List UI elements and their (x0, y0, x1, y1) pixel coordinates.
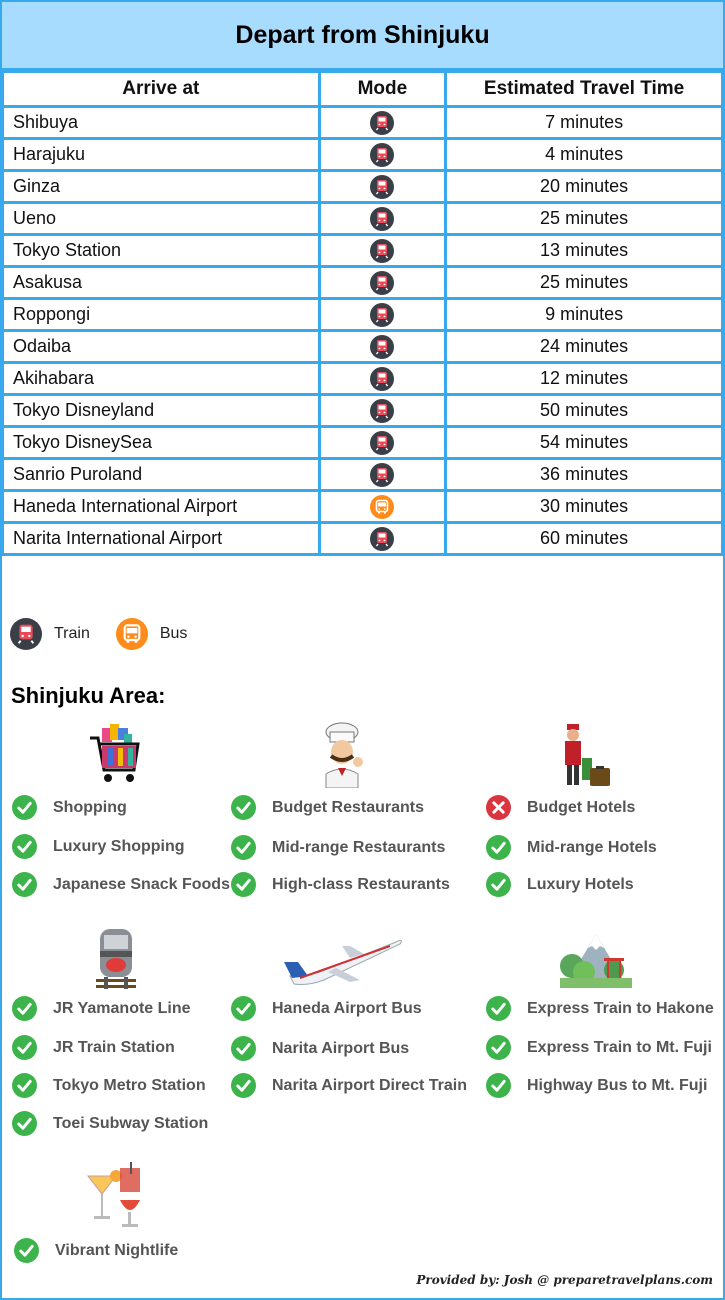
feature-item (231, 1036, 409, 1061)
travel-time: 30 minutes (446, 491, 723, 523)
destination-name: Roppongi (3, 299, 320, 331)
feature-item (12, 795, 127, 820)
cross-icon (486, 795, 519, 820)
mode-cell (319, 171, 446, 203)
mode-cell (319, 427, 446, 459)
check-icon (231, 1073, 264, 1098)
table-row (3, 107, 723, 139)
train-icon (370, 143, 394, 167)
feature-item (486, 1073, 707, 1098)
check-icon (486, 1073, 519, 1098)
check-icon (231, 996, 264, 1021)
check-icon (12, 996, 45, 1021)
mode-cell (319, 363, 446, 395)
mode-cell (319, 203, 446, 235)
feature-label: Toei Subway Station (53, 1114, 209, 1132)
feature-label: Luxury Hotels (527, 875, 634, 893)
mode-cell (319, 107, 446, 139)
mode-cell (319, 331, 446, 363)
feature-item (12, 996, 191, 1021)
airplane-icon (280, 932, 406, 988)
destination-name: Ueno (3, 203, 320, 235)
travel-time: 13 minutes (446, 235, 723, 267)
mode-cell (319, 523, 446, 555)
feature-item (231, 1073, 467, 1098)
feature-label: Express Train to Hakone (527, 999, 714, 1017)
legend-bus-label: Bus (159, 625, 188, 642)
table-row (3, 139, 723, 171)
shopping-cart-icon (88, 722, 142, 788)
travel-time: 20 minutes (446, 171, 723, 203)
table-row (3, 267, 723, 299)
train-icon (370, 335, 394, 359)
check-icon (231, 835, 264, 860)
train-icon (370, 271, 394, 295)
table-row (3, 171, 723, 203)
feature-label: Haneda Airport Bus (272, 999, 422, 1017)
mode-cell (319, 235, 446, 267)
mode-cell (319, 459, 446, 491)
bus-icon (116, 618, 148, 650)
destination-name: Shibuya (3, 107, 320, 139)
train-icon (370, 527, 394, 551)
feature-item (486, 996, 714, 1021)
feature-item (12, 872, 230, 897)
train-icon (370, 463, 394, 487)
travel-time: 36 minutes (446, 459, 723, 491)
feature-label: JR Train Station (53, 1038, 175, 1056)
train-icon (370, 399, 394, 423)
travel-time: 25 minutes (446, 203, 723, 235)
travel-time: 24 minutes (446, 331, 723, 363)
legend-train-label: Train (54, 625, 90, 642)
check-icon (231, 1036, 264, 1061)
feature-label: Express Train to Mt. Fuji (527, 1038, 712, 1056)
check-icon (12, 1035, 45, 1060)
destination-name: Narita International Airport (3, 523, 320, 555)
check-icon (12, 1073, 45, 1098)
bellhop-icon (560, 722, 612, 788)
destination-name: Sanrio Puroland (3, 459, 320, 491)
page-title: Depart from Shinjuku (2, 2, 723, 71)
travel-time: 9 minutes (446, 299, 723, 331)
mode-cell (319, 491, 446, 523)
mode-cell (319, 139, 446, 171)
feature-label: High-class Restaurants (272, 875, 450, 893)
header-travel-time: Estimated Travel Time (446, 72, 723, 107)
check-icon (12, 795, 45, 820)
check-icon (12, 834, 45, 859)
check-icon (14, 1238, 47, 1263)
train-icon (370, 367, 394, 391)
header-arrive-at: Arrive at (3, 72, 320, 107)
train-icon (370, 175, 394, 199)
check-icon (231, 872, 264, 897)
table-row (3, 459, 723, 491)
destination-name: Tokyo Station (3, 235, 320, 267)
feature-label: Narita Airport Direct Train (272, 1076, 468, 1094)
feature-item (12, 834, 185, 859)
feature-label: Japanese Snack Foods (53, 875, 230, 893)
travel-time: 25 minutes (446, 267, 723, 299)
feature-item (486, 835, 657, 860)
table-row (3, 299, 723, 331)
table-row (3, 235, 723, 267)
train-icon (370, 431, 394, 455)
mode-cell (319, 299, 446, 331)
table-header-row (3, 72, 723, 107)
feature-item (486, 1035, 712, 1060)
destination-name: Ginza (3, 171, 320, 203)
feature-label: Highway Bus to Mt. Fuji (527, 1076, 708, 1094)
travel-time: 50 minutes (446, 395, 723, 427)
mount-fuji-icon (560, 922, 632, 988)
train-icon (370, 111, 394, 135)
feature-item (231, 835, 445, 860)
feature-label: Mid-range Restaurants (272, 838, 446, 856)
feature-item (231, 872, 450, 897)
feature-label: Luxury Shopping (53, 837, 185, 855)
travel-time-table (1, 70, 724, 556)
feature-item (12, 1073, 206, 1098)
destination-name: Harajuku (3, 139, 320, 171)
destination-name: Akihabara (3, 363, 320, 395)
check-icon (12, 872, 45, 897)
feature-item (12, 1111, 208, 1136)
check-icon (231, 795, 264, 820)
header-mode: Mode (319, 72, 446, 107)
feature-label: Budget Restaurants (272, 798, 425, 816)
check-icon (486, 872, 519, 897)
table-row (3, 363, 723, 395)
table-row (3, 491, 723, 523)
train-icon (10, 618, 42, 650)
table-row (3, 523, 723, 555)
mode-cell (319, 267, 446, 299)
check-icon (486, 996, 519, 1021)
feature-item (231, 795, 424, 820)
bus-icon (370, 495, 394, 519)
feature-label: Narita Airport Bus (272, 1039, 410, 1057)
feature-label: Vibrant Nightlife (55, 1241, 179, 1259)
feature-item (14, 1238, 178, 1263)
table-row (3, 395, 723, 427)
feature-item (12, 1035, 175, 1060)
train-icon (370, 207, 394, 231)
area-title: Shinjuku Area: (11, 683, 166, 708)
travel-time: 54 minutes (446, 427, 723, 459)
table-row (3, 331, 723, 363)
feature-label: Mid-range Hotels (527, 838, 657, 856)
train-icon (370, 239, 394, 263)
feature-item (486, 795, 635, 820)
credit-line: Provided by: Josh @ preparetravelplans.com (416, 1273, 713, 1287)
travel-time: 60 minutes (446, 523, 723, 555)
mode-legend (10, 618, 213, 650)
destination-name: Haneda International Airport (3, 491, 320, 523)
mode-cell (319, 395, 446, 427)
travel-time: 7 minutes (446, 107, 723, 139)
table-row (3, 203, 723, 235)
travel-time: 12 minutes (446, 363, 723, 395)
check-icon (12, 1111, 45, 1136)
feature-label: JR Yamanote Line (53, 999, 191, 1017)
feature-label: Shopping (53, 798, 127, 816)
table-row (3, 427, 723, 459)
train-icon (370, 303, 394, 327)
check-icon (486, 1035, 519, 1060)
check-icon (486, 835, 519, 860)
destination-name: Tokyo Disneyland (3, 395, 320, 427)
destination-name: Odaiba (3, 331, 320, 363)
feature-item (231, 996, 422, 1021)
chef-icon (318, 722, 370, 788)
feature-item (486, 872, 634, 897)
train-illustration-icon (92, 925, 140, 989)
cocktail-icon (86, 1160, 146, 1230)
travel-time: 4 minutes (446, 139, 723, 171)
destination-name: Asakusa (3, 267, 320, 299)
feature-label: Budget Hotels (527, 798, 636, 816)
feature-label: Tokyo Metro Station (53, 1076, 206, 1094)
destination-name: Tokyo DisneySea (3, 427, 320, 459)
